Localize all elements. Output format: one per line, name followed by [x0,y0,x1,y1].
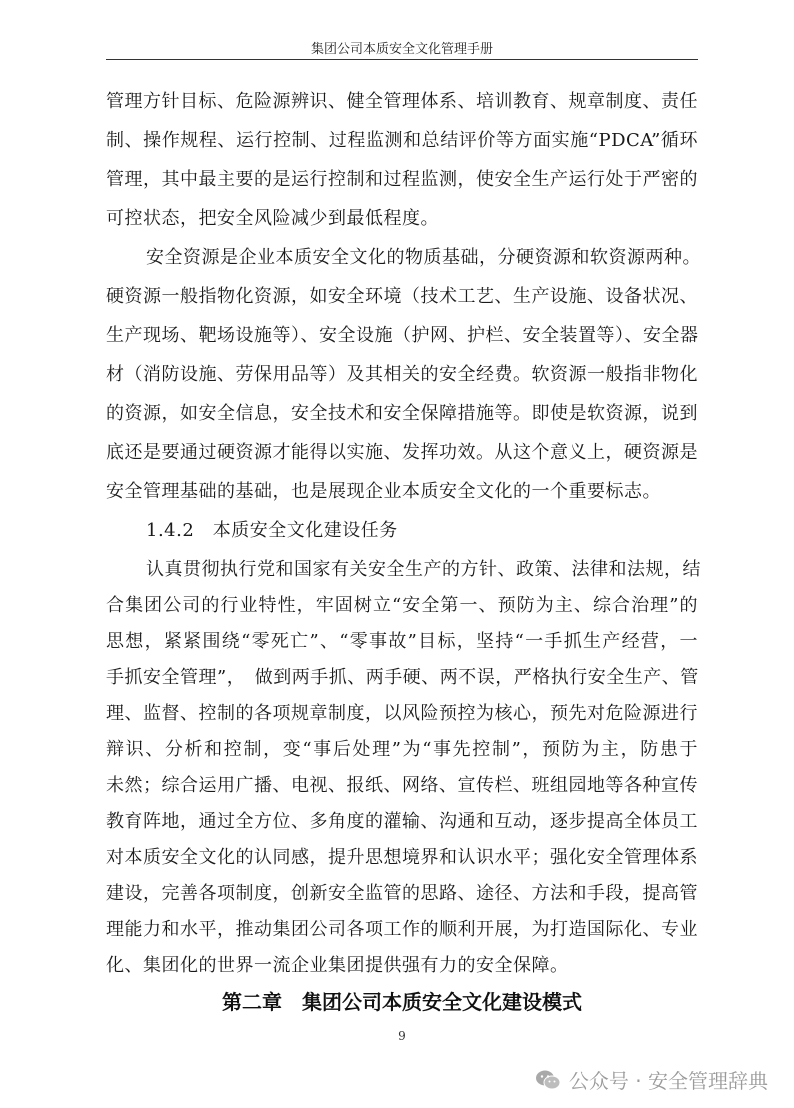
p3-line: 建设，完善各项制度，创新安全监管的思路、途径、方法和手段，提高管 [106,883,698,904]
running-header: 集团公司本质安全文化管理手册 [310,42,493,57]
p2-line: 底还是要通过硬资源才能得以实施、发挥功效。从这个意义上，硬资源是 [106,442,698,463]
p3-line: 教育阵地，通过全方位、多角度的灌输、沟通和互动，逐步提高全体员工 [106,811,698,832]
p3-line: 认真贯彻执行党和国家有关安全生产的方针、政策、法律和法规，结 [146,559,701,580]
p3-line: 未然；综合运用广播、电视、报纸、网络、宣传栏、班组园地等各种宣传 [106,775,698,796]
p2-line: 安全管理基础的基础，也是展现企业本质安全文化的一个重要标志。 [106,481,661,502]
p2-line: 材（消防设施、劳保用品等）及其相关的安全经费。软资源一般指非物化 [106,364,698,385]
watermark [535,1065,768,1094]
watermark-text: 公众号 · 安全管理辞典 [568,1069,768,1093]
p1-line: 管理，其中最主要的是运行控制和过程监测，使安全生产运行处于严密的 [106,169,698,190]
p1-line: 可控状态，把安全风险减少到最低程度。 [106,208,439,229]
section-heading: 1.4.2 本质安全文化建设任务 [146,520,398,541]
wechat-icon [535,1069,561,1091]
page-number: 9 [398,1029,406,1043]
p3-line: 手抓安全管理”， 做到两手抓、两手硬、两不误，严格执行安全生产、管 [106,667,699,688]
chapter-title: 第二章 集团公司本质安全文化建设模式 [222,990,582,1014]
p3-line: 化、集团化的世界一流企业集团提供强有力的安全保障。 [106,955,569,976]
p2-line: 硬资源一般指物化资源，如安全环境（技术工艺、生产设施、设备状况、 [106,286,698,307]
p3-line: 对本质安全文化的认同感，提升思想境界和认识水平；强化安全管理体系 [106,847,698,868]
p3-line: 思想，紧紧围绕“零死亡”、“零事故”目标，坚持“一手抓生产经营，一 [106,631,698,652]
p3-line: 辩识、分析和控制，变“事后处理”为“事先控制”，预防为主，防患于 [106,739,698,760]
p3-line: 理能力和水平，推动集团公司各项工作的顺利开展，为打造国际化、专业 [106,919,698,940]
p2-line: 的资源，如安全信息，安全技术和安全保障措施等。即使是软资源，说到 [106,403,698,424]
p2-line: 安全资源是企业本质安全文化的物质基础，分硬资源和软资源两种。 [146,247,701,268]
p2-line: 生产现场、靶场设施等）、安全设施（护网、护栏、安全装置等）、安全器 [106,325,699,346]
p1-line: 管理方针目标、危险源辨识、健全管理体系、培训教育、规章制度、责任 [106,91,698,112]
p3-line: 合集团公司的行业特性，牢固树立“安全第一、预防为主、综合治理”的 [106,595,698,616]
header-divider [106,59,698,60]
p3-line: 理、监督、控制的各项规章制度，以风险预控为核心，预先对危险源进行 [106,703,698,724]
p1-line: 制、操作规程、运行控制、过程监测和总结评价等方面实施“PDCA”循环 [106,130,698,151]
